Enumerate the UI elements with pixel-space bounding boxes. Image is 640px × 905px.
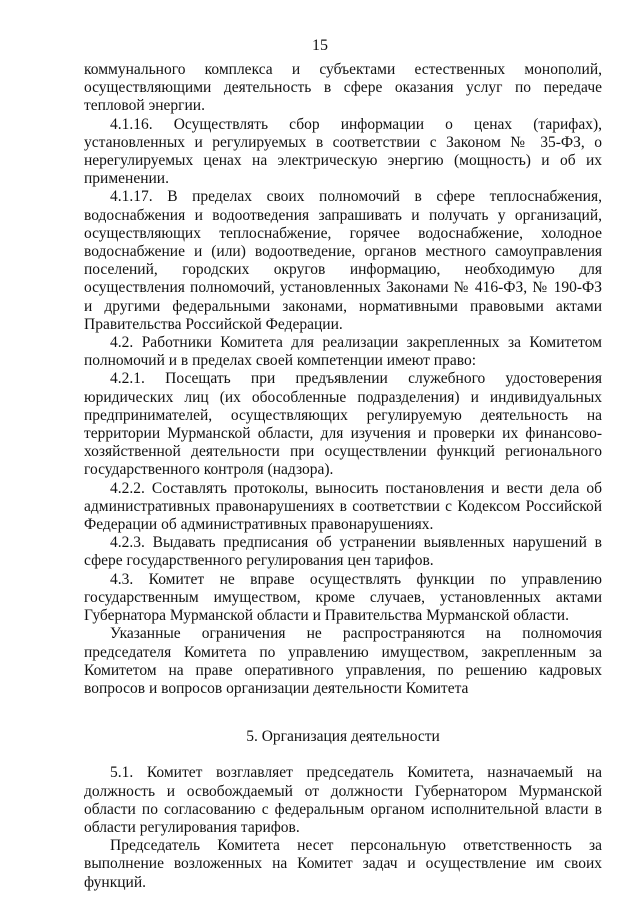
paragraph-4-2-3: 4.2.3. Выдавать предписания об устранении выявленных нарушений в сфере государственного регулирования цен тарифов. [84, 534, 602, 570]
paragraph-4-2: 4.2. Работники Комитета для реализации закрепленных за Комитетом полномочий и в пределах своей компетенции имеют право: [84, 334, 602, 370]
paragraph-5-1-responsibility: Председатель Комитета несет персональную ответственность за выполнение возложенных на Комитет задач и осуществление им своих функций. [84, 837, 602, 891]
paragraph-4-2-2: 4.2.2. Составлять протоколы, выносить постановления и вести дела об административных правонарушениях в соответствии с Кодексом Российской Федерации об административных правонарушениях. [84, 479, 602, 534]
page-number: 15 [312, 37, 328, 54]
paragraph-4-2-1: 4.2.1. Посещать при предъявлении служебного удостоверения юридических лиц (их обособленные подразделения) и индивидуальных предпринимателей, осуществляющих регулируемую деятельность на территории Мурманской области, для изучения и проверки их финансово-хозяйственной деятельности при осуществлении функций регионального государственного контроля (надзора). [84, 370, 602, 479]
paragraph-4-3: 4.3. Комитет не вправе осуществлять функции по управлению государственным имуществом, кроме случаев, установленных актами Губернатора Мурманской области и Правительства Мурманской области. [84, 570, 602, 625]
document-body [84, 61, 602, 892]
paragraph-4-3-note: Указанные ограничения не распространяются на полномочия председателя Комитета по управлению имуществом, закрепленным за Комитетом на праве оперативного управления, по решению кадровых вопросов и вопросов организации деятельности Комитета [84, 625, 602, 697]
paragraph-4-1-16: 4.1.16. Осуществлять сбор информации о ценах (тарифах), установленных и регулируемых в соответствии с Законом № 35-ФЗ, о нерегулируемых ценах на электрическую энергию (мощность) и об их применении. [84, 115, 602, 188]
paragraph: коммунального комплекса и субъектами естественных монополий, осуществляющими деятельность в сфере оказания услуг по передаче тепловой энергии. [84, 61, 602, 115]
paragraph-4-1-17: 4.1.17. В пределах своих полномочий в сфере теплоснабжения, водоснабжения и водоотведения запрашивать и получать у организаций, осуществляющих теплоснабжение, горячее водоснабжение, холодное водоснабжение и (или) водоотведение, органов местного самоуправления поселений, городских округов информацию, необходимую для осуществления полномочий, установленных Законами № 416-ФЗ, № 190-ФЗ и другими федеральными законами, нормативными правовыми актами Правительства Российской Федерации. [84, 188, 602, 333]
paragraph-5-1: 5.1. Комитет возглавляет председатель Комитета, назначаемый на должность и освобождаемый от должности Губернатором Мурманской области по согласованию с федеральным органом исполнительной власти в области регулирования тарифов. [84, 764, 602, 836]
section-heading: 5. Организация деятельности [246, 728, 440, 746]
